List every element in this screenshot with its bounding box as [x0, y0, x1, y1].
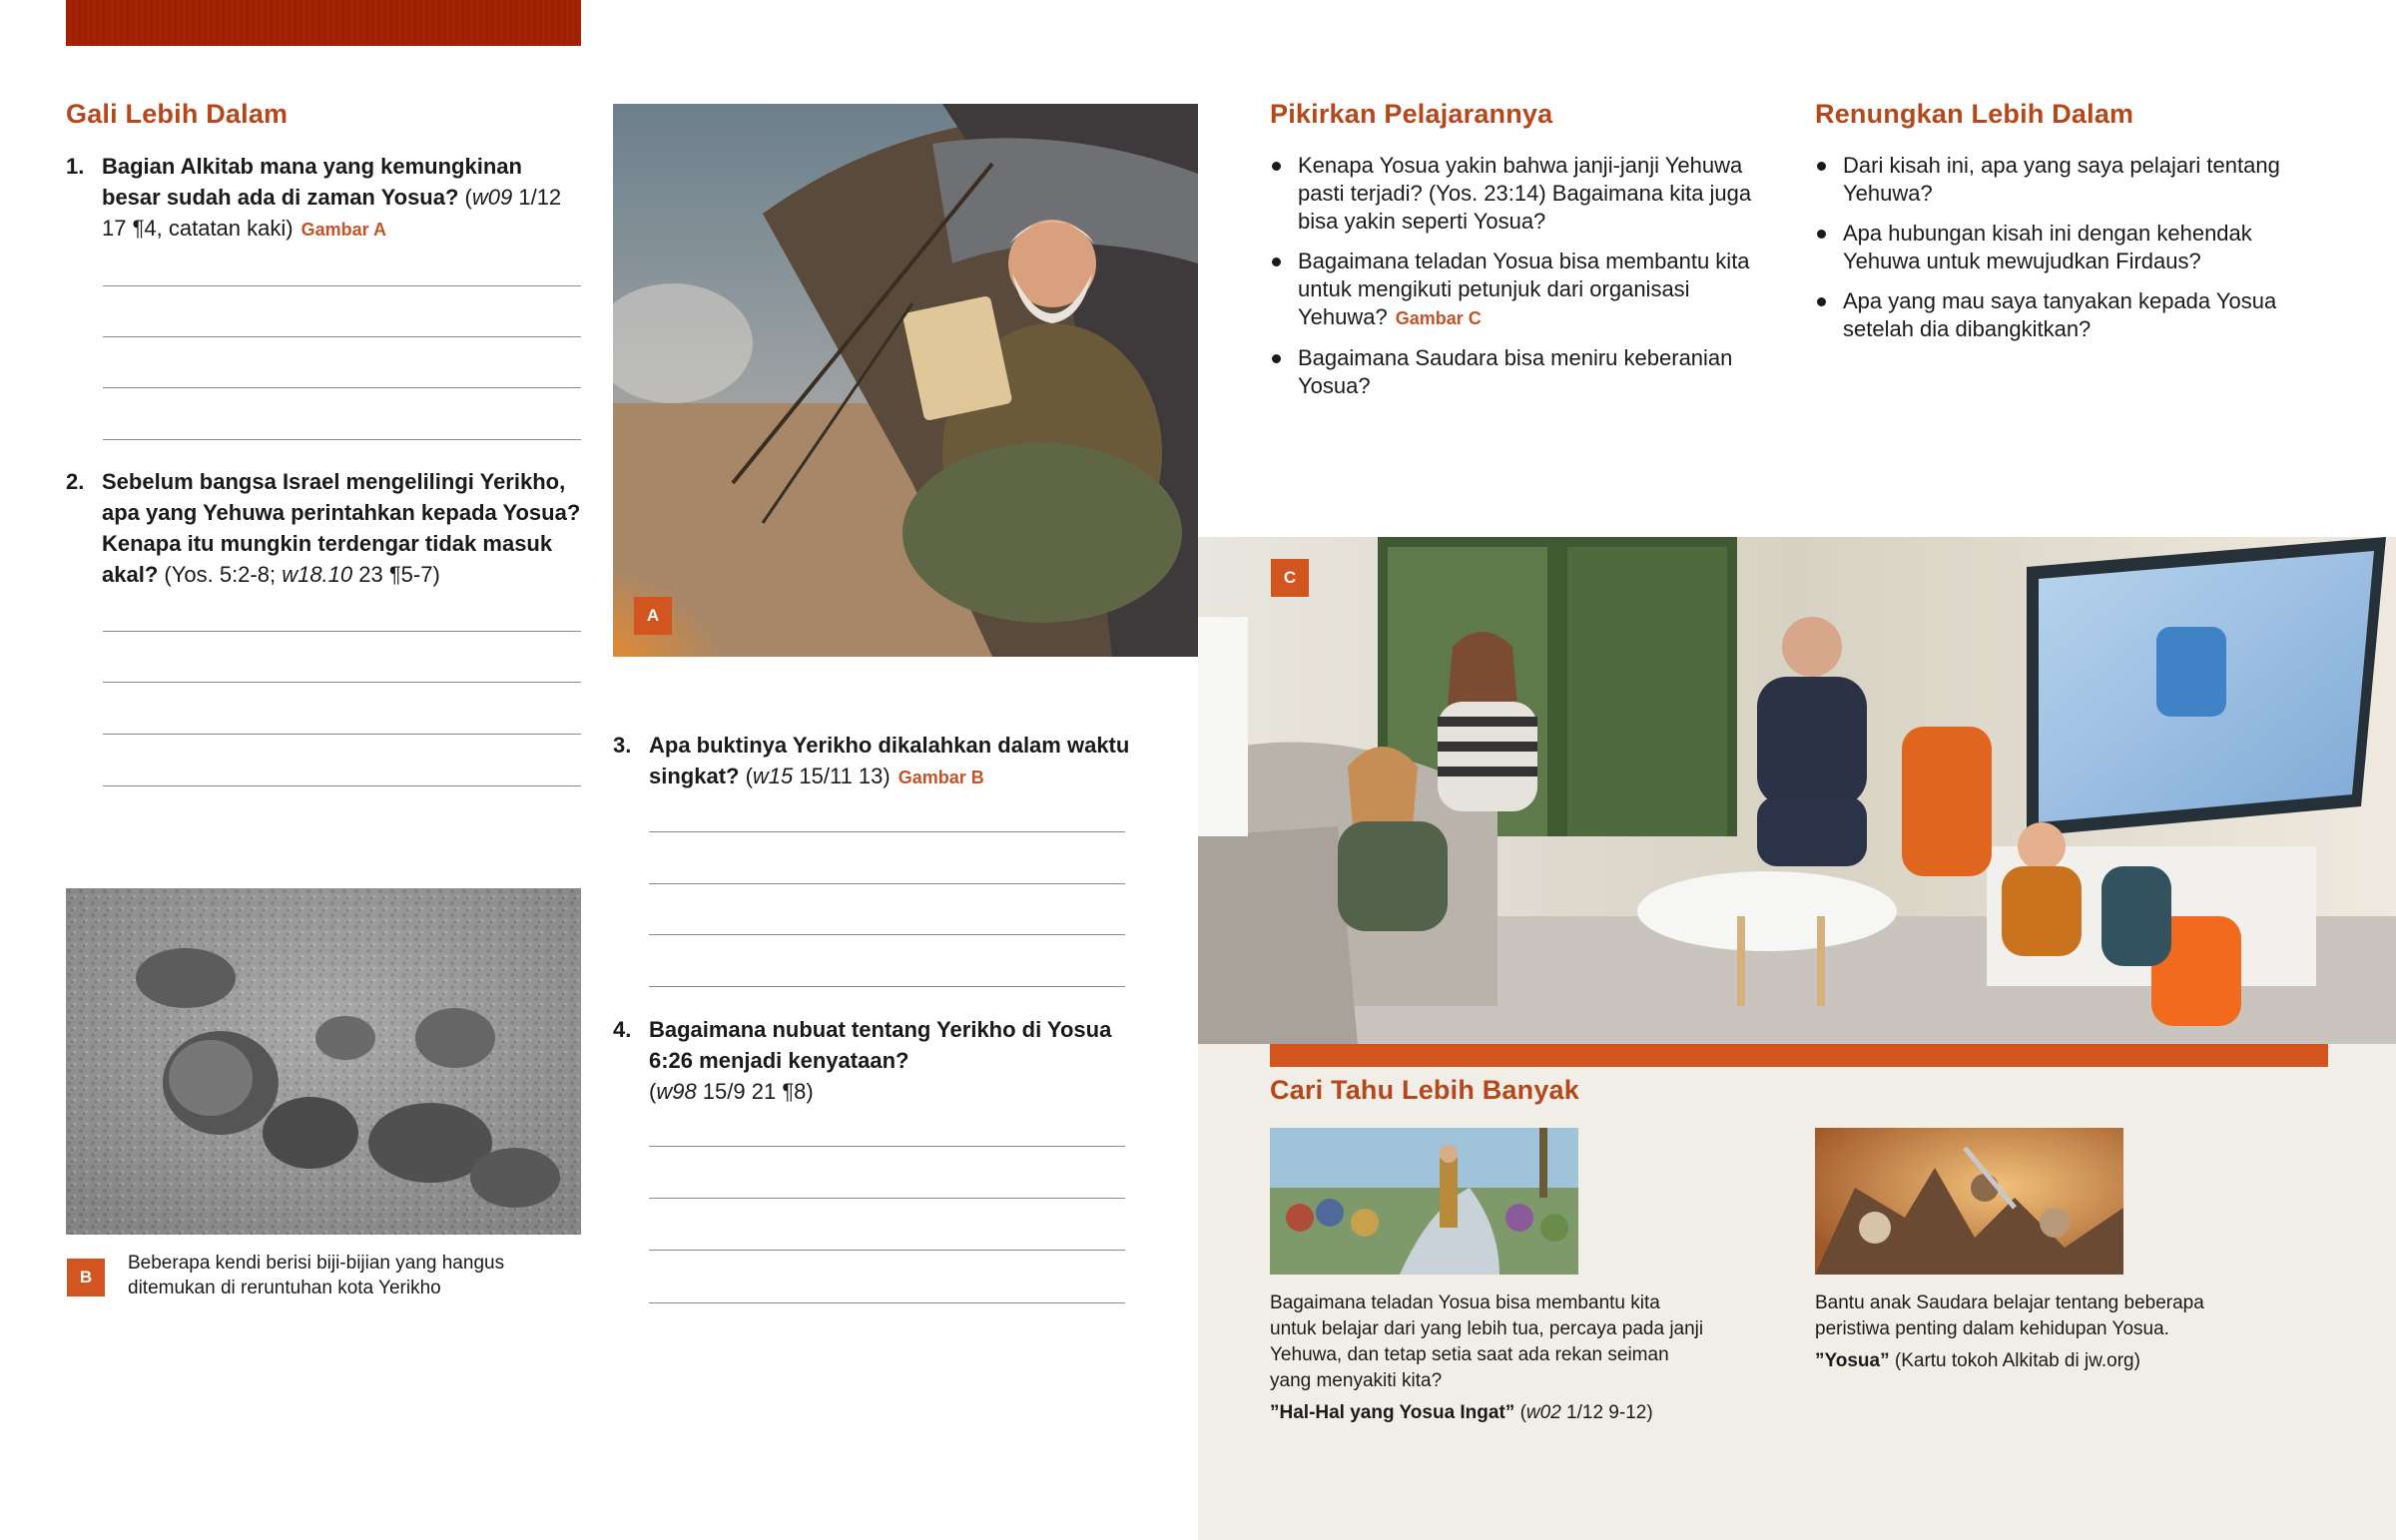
picture-tag-b[interactable]: Gambar B — [898, 768, 984, 787]
joshua-image — [613, 104, 1198, 657]
picture-a-joshua — [613, 104, 1198, 657]
lesson-item: Kenapa Yosua yakin bahwa janji-janji Yehuwa pasti terjadi? (Yos. 23:14) Bagaimana kita juga bisa yakin seperti Yosua? — [1270, 152, 1769, 236]
answer-line[interactable] — [103, 439, 581, 440]
learn-more-right-thumbnail[interactable] — [1815, 1128, 2123, 1275]
answer-line[interactable] — [649, 1146, 1125, 1147]
picture-tag-c[interactable]: Gambar C — [1395, 308, 1482, 328]
answer-line[interactable] — [103, 785, 581, 786]
lesson-list — [1270, 152, 1769, 412]
answer-line[interactable] — [649, 986, 1125, 987]
question-number: 3. — [613, 733, 632, 758]
question-3 — [613, 730, 1142, 793]
lesson-item: Bagaimana Saudara bisa meniru keberanian Yosua? — [1270, 344, 1769, 400]
question-ref: (w15 15/11 13) — [745, 764, 891, 788]
answer-line[interactable] — [649, 831, 1125, 832]
answer-line[interactable] — [103, 682, 581, 683]
question-text: Sebelum bangsa Israel mengelilingi Yerikho, apa yang Yehuwa perintahkan kepada Yosua? Kenapa itu mungkin terdengar tidak masuk akal? — [102, 469, 581, 587]
picture-a-label: A — [634, 597, 672, 635]
reflect-item: Dari kisah ini, apa yang saya pelajari tentang Yehuwa? — [1815, 152, 2304, 208]
picture-c-family — [1198, 537, 2396, 1044]
reflect-item: Apa yang mau saya tanyakan kepada Yosua setelah dia dibangkitkan? — [1815, 287, 2304, 343]
lesson-title: Pikirkan Pelajarannya — [1270, 99, 1553, 129]
question-ref: (w09 1/12 17 ¶4, catatan kaki) — [102, 185, 562, 241]
picture-b-ruins — [66, 888, 581, 1235]
answer-line[interactable] — [649, 1250, 1125, 1251]
answer-line[interactable] — [103, 336, 581, 337]
question-ref: (Yos. 5:2-8; w18.10 23 ¶5-7) — [164, 562, 440, 587]
picture-tag-a[interactable]: Gambar A — [300, 220, 386, 240]
question-text: Bagaimana nubuat tentang Yerikho di Yosua 6:26 menjadi kenyataan? — [649, 1017, 1112, 1073]
picture-b-label: B — [67, 1259, 105, 1296]
learn-more-right-link[interactable]: ”Yosua” (Kartu tokoh Alkitab di jw.org) — [1815, 1350, 2140, 1371]
answer-line[interactable] — [649, 883, 1125, 884]
picture-c-label: C — [1271, 559, 1309, 597]
learn-more-right-text: Bantu anak Saudara belajar tentang beberapa peristiwa penting dalam kehidupan Yosua. ”Yosua” (Kartu tokoh Alkitab di jw.org) — [1815, 1290, 2254, 1374]
lesson-item: Bagaimana teladan Yosua bisa membantu kita untuk mengikuti petunjuk dari organisasi Yehuwa? Gambar C — [1270, 248, 1769, 332]
answer-line[interactable] — [649, 1302, 1125, 1303]
question-2 — [66, 466, 589, 590]
reflect-list — [1815, 152, 2304, 355]
top-texture-bar — [66, 0, 581, 46]
question-ref: (w98 15/9 21 ¶8) — [649, 1079, 814, 1104]
answer-line[interactable] — [649, 1198, 1125, 1199]
ruins-image — [66, 888, 581, 1235]
learn-more-left-link[interactable]: ”Hal-Hal yang Yosua Ingat” (w02 1/12 9-12) — [1270, 1402, 1653, 1423]
question-number: 1. — [66, 154, 85, 179]
question-text: Apa buktinya Yerikho dikalahkan dalam waktu singkat? — [649, 733, 1130, 788]
dig-deeper-title: Gali Lebih Dalam — [66, 99, 289, 129]
answer-line[interactable] — [103, 285, 581, 286]
question-number: 2. — [66, 469, 85, 494]
family-image — [1198, 537, 2396, 1044]
picture-b-caption: Beberapa kendi berisi biji-bijian yang hangus ditemukan di reruntuhan kota Yerikho — [128, 1253, 505, 1298]
reflect-item: Apa hubungan kisah ini dengan kehendak Yehuwa untuk mewujudkan Firdaus? — [1815, 220, 2304, 275]
learn-more-left-text: Bagaimana teladan Yosua bisa membantu kita untuk belajar dari yang lebih tua, percaya pada janji Yehuwa, dan tetap setia saat ada rekan seiman yang menyakiti kita? ”Hal-Hal yang Yosua Ingat” (w02 1/12 9-12) — [1270, 1290, 1709, 1426]
question-4 — [613, 1014, 1142, 1107]
answer-line[interactable] — [649, 934, 1125, 935]
reflect-title: Renungkan Lebih Dalam — [1815, 99, 2134, 129]
question-1 — [66, 151, 585, 246]
learn-more-accent-bar — [1270, 1044, 2328, 1067]
jericho-battle-image — [1815, 1128, 2123, 1275]
answer-line[interactable] — [103, 631, 581, 632]
israelites-crossing-image — [1270, 1128, 1578, 1275]
question-number: 4. — [613, 1017, 632, 1042]
answer-line[interactable] — [103, 387, 581, 388]
question-text: Bagian Alkitab mana yang kemungkinan besar sudah ada di zaman Yosua? — [102, 154, 522, 210]
answer-line[interactable] — [103, 734, 581, 735]
learn-more-title: Cari Tahu Lebih Banyak — [1270, 1075, 1579, 1105]
learn-more-left-thumbnail[interactable] — [1270, 1128, 1578, 1275]
